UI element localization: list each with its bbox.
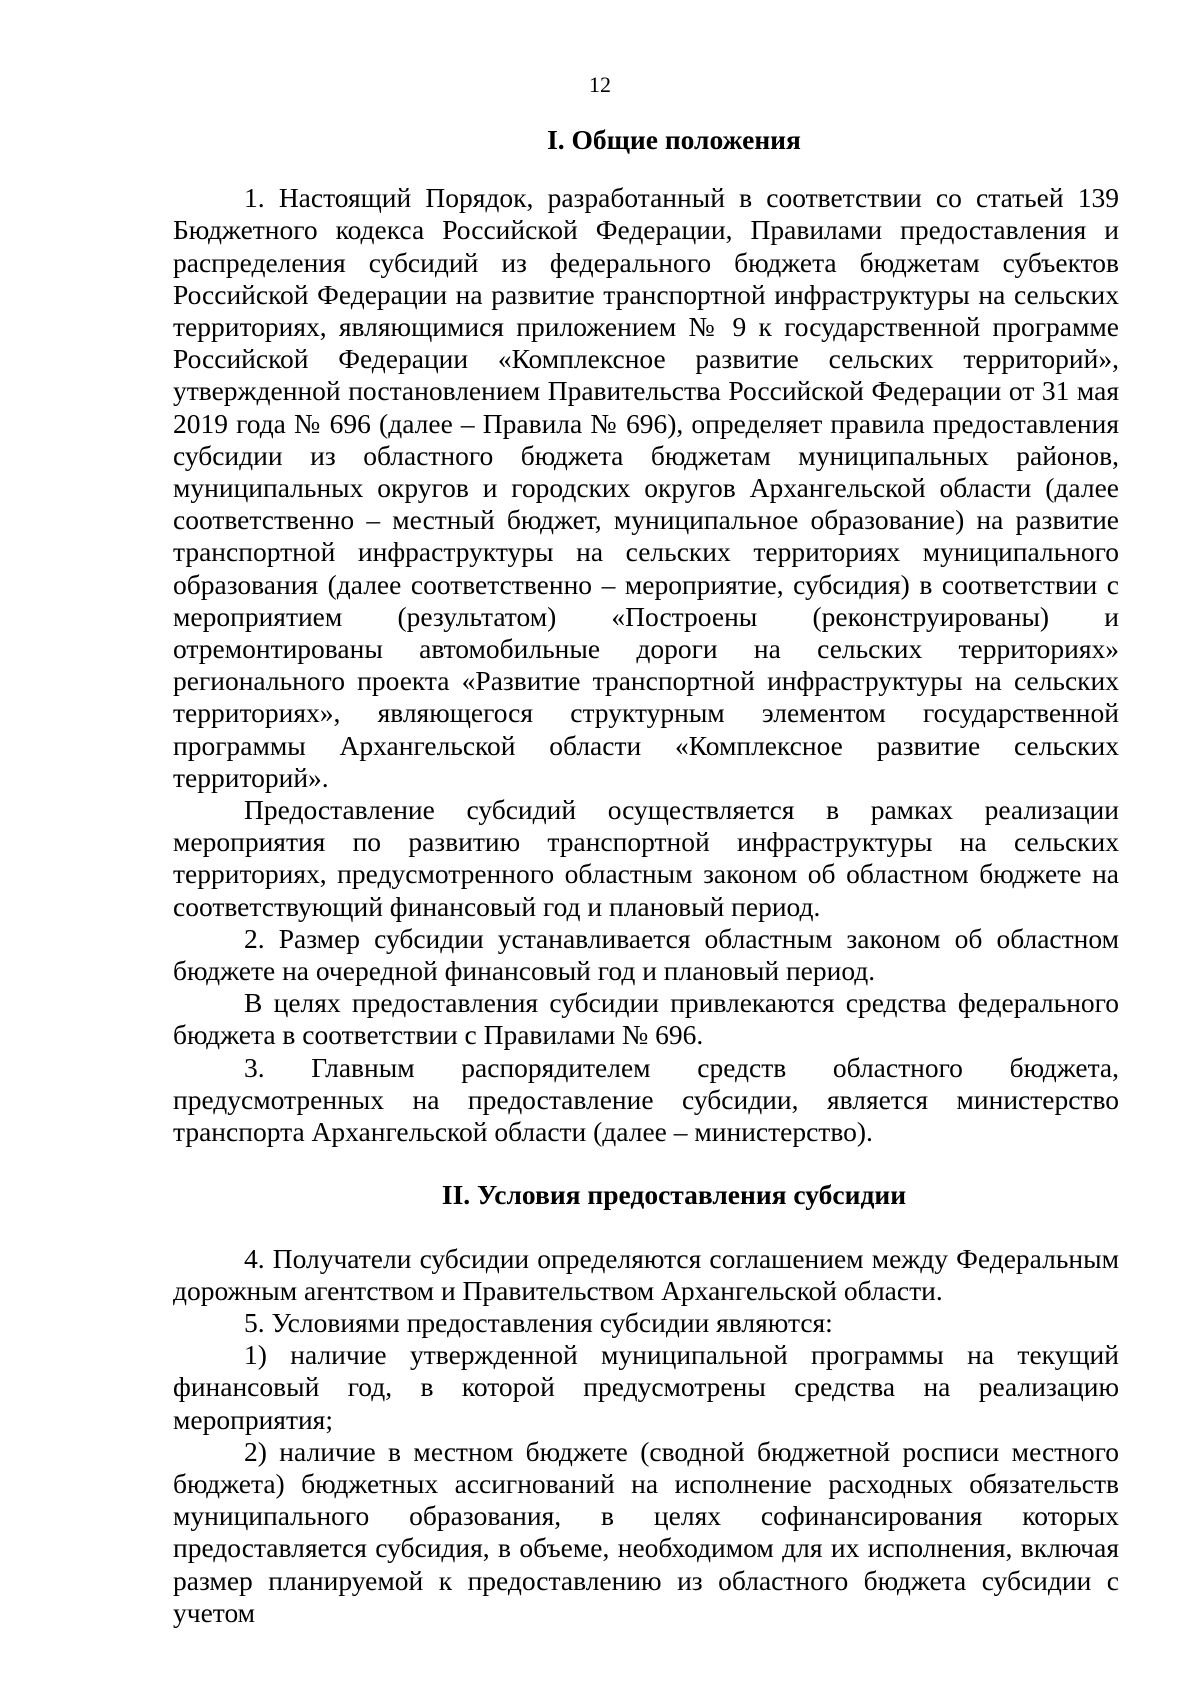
document-body xyxy=(173,124,1119,1629)
paragraph-federal-funds: В целях предоставления субсидии привлекаются средства федерального бюджета в соответствии с Правилами № 696. xyxy=(173,987,1119,1051)
paragraph-5-item-2: 2) наличие в местном бюджете (сводной бюджетной росписи местного бюджета) бюджетных ассигнований на исполнение расходных обязательств муниципального образования, в целях софинансирования которых предоставляется субсидия, в объеме, необходимом для их исполнения, включая размер планируемой к предоставлению из областного бюджета субсидии с учетом xyxy=(173,1435,1119,1628)
paragraph-2: 2. Размер субсидии устанавливается областным законом об областном бюджете на очередной финансовый год и плановый период. xyxy=(173,922,1119,987)
paragraph-3: 3. Главным распорядителем средств областного бюджета, предусмотренных на предоставление субсидии, является министерство транспорта Архангельской области (далее – министерство). xyxy=(173,1051,1119,1148)
paragraph-1: 1. Настоящий Порядок, разработанный в соответствии со статьей 139 Бюджетного кодекса Российской Федерации, Правилами предоставления и распределения субсидий из федерального бюджета бюджетам субъектов Российской Федерации на развитие транспортной инфраструктуры на сельских территориях, являющимися приложением № 9 к государственной программе Российской Федерации «Комплексное развитие сельских территорий», утвержденной постановлением Правительства Российской Федерации от 31 мая 2019 года № 696 (далее – Правила № 696), определяет правила предоставления субсидии из областного бюджета бюджетам муниципальных районов, муниципальных округов и городских округов Архангельской области (далее соответственно – местный бюджет, муниципальное образование) на развитие транспортной инфраструктуры на сельских территориях муниципального образования (далее соответственно – мероприятие, субсидия) в соответствии с мероприятием (результатом) «Построены (реконструированы) и отремонтированы автомобильные дороги на сельских территориях» регионального проекта «Развитие транспортной инфраструктуры на сельских территориях», являющегося структурным элементом государственной программы Архангельской области «Комплексное развитие сельских территорий». xyxy=(173,182,1119,793)
paragraph-5: 5. Условиями предоставления субсидии являются: xyxy=(244,1306,833,1338)
section-heading-conditions: II. Условия предоставления субсидии xyxy=(441,1179,907,1211)
section-heading-general-provisions: I. Общие положения xyxy=(547,124,801,155)
paragraph-4: 4. Получатели субсидии определяются соглашением между Федеральным дорожным агентством и Правительством Архангельской области. xyxy=(173,1242,1119,1306)
paragraph-5-item-1: 1) наличие утвержденной муниципальной программы на текущий финансовый год, в которой предусмотрены средства на реализацию мероприятия; xyxy=(173,1339,1119,1435)
paragraph-subsidy-provision: Предоставление субсидий осуществляется в рамках реализации мероприятия по развитию транспортной инфраструктуры на сельских территориях, предусмотренного областным законом об областном бюджете на соответствующий финансовый год и плановый период. xyxy=(173,794,1119,922)
page-number: 12 xyxy=(589,72,611,97)
